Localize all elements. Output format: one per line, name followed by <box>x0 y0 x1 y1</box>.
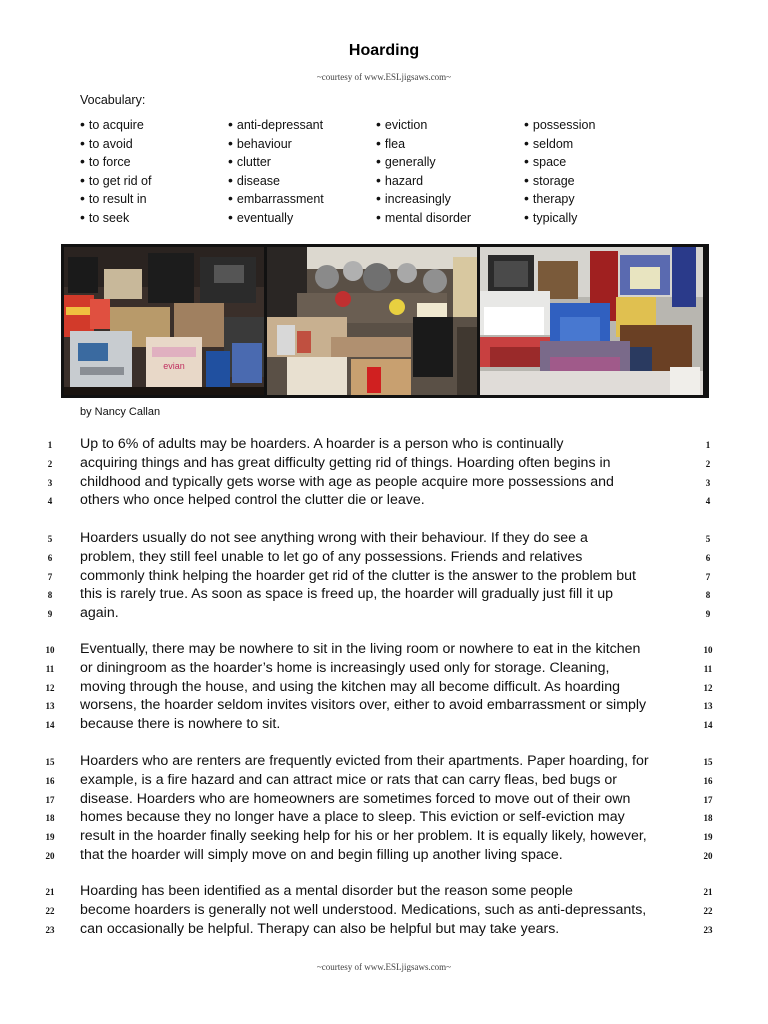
vocabulary-item: • storage <box>524 171 595 190</box>
line-number: 18 <box>703 813 713 824</box>
vocabulary-item: • to acquire <box>80 115 151 134</box>
line-number: 3 <box>47 477 53 488</box>
text-line: again. <box>80 605 119 622</box>
line-number: 18 <box>45 813 55 824</box>
vocabulary-item: • seldom <box>524 134 595 153</box>
text-line: commonly think helping the hoarder get rid of the clutter is the answer to the problem but <box>80 567 636 584</box>
line-number: 12 <box>703 682 713 693</box>
text-line: or diningroom as the hoarder’s home is increasingly used only for storage. Cleaning, <box>80 659 610 676</box>
courtesy-header: ~courtesy of www.ESLjigsaws.com~ <box>316 72 452 82</box>
line-numbers-left <box>40 641 60 735</box>
vocabulary-item: • to get rid of <box>80 171 151 190</box>
text-line: disease. Hoarders who are homeowners are sometimes forced to move out of their own <box>80 790 631 807</box>
line-number: 1 <box>705 440 711 450</box>
vocabulary-item: • eviction <box>376 115 471 134</box>
line-number: 22 <box>703 905 713 916</box>
vocabulary-item: • generally <box>376 152 471 171</box>
line-number: 19 <box>45 832 55 843</box>
photo-cluttered-kitchen <box>267 247 477 395</box>
line-numbers-right <box>698 753 718 866</box>
line-number: 17 <box>703 794 713 805</box>
line-numbers-left <box>40 436 60 511</box>
paragraph <box>80 752 690 865</box>
line-number: 11 <box>703 663 713 674</box>
courtesy-footer: ~courtesy of www.ESLjigsaws.com~ <box>316 962 452 972</box>
text-line: result in the hoarder finally seeking help for his or her problem. It is equally likely, however, <box>80 828 647 845</box>
vocabulary-column-3 <box>376 115 471 227</box>
line-number: 4 <box>47 496 53 507</box>
line-numbers-left <box>40 530 60 624</box>
paragraph <box>80 529 690 623</box>
text-line: problem, they still feel unable to let go of any possessions. Friends and relatives <box>80 548 583 565</box>
line-number: 20 <box>45 850 55 861</box>
photo-cluttered-room <box>64 247 264 395</box>
photo-cluttered-bedroom <box>480 247 703 395</box>
line-number: 8 <box>705 590 711 601</box>
line-number: 5 <box>705 534 711 544</box>
photo-strip <box>61 244 709 398</box>
vocabulary-item: • hazard <box>376 171 471 190</box>
line-number: 1 <box>47 440 53 450</box>
text-line: that the hoarder will simply move on and begin filling up another living space. <box>80 846 563 863</box>
line-numbers-right <box>698 641 718 735</box>
paragraph <box>80 435 690 510</box>
line-number: 15 <box>45 757 55 767</box>
line-number: 10 <box>45 645 55 655</box>
line-number: 12 <box>45 682 55 693</box>
line-number: 20 <box>703 850 713 861</box>
line-numbers-right <box>698 530 718 624</box>
vocabulary-item: • anti-depressant <box>228 115 324 134</box>
line-number: 9 <box>705 609 711 620</box>
vocabulary-item: • to force <box>80 152 151 171</box>
text-line: Up to 6% of adults may be hoarders. A hoarder is a person who is continually <box>80 436 564 452</box>
text-line: because there is nowhere to sit. <box>80 716 281 733</box>
page-title: Hoarding <box>348 42 420 59</box>
line-number: 15 <box>703 757 713 767</box>
photo-evian-label: evian <box>163 361 185 371</box>
line-number: 8 <box>47 590 53 601</box>
line-number: 3 <box>705 477 711 488</box>
line-number: 21 <box>703 887 713 897</box>
text-line: Eventually, there may be nowhere to sit in the living room or nowhere to eat in the kitchen <box>80 641 641 657</box>
line-number: 10 <box>703 645 713 655</box>
line-number: 23 <box>45 924 55 935</box>
line-number: 16 <box>703 775 713 786</box>
paragraph <box>80 882 690 938</box>
text-line: Hoarders who are renters are frequently evicted from their apartments. Paper hoarding, for <box>80 753 649 769</box>
line-number: 2 <box>705 458 711 469</box>
vocabulary-item: • flea <box>376 134 471 153</box>
vocabulary-item: • therapy <box>524 189 595 208</box>
line-number: 6 <box>47 552 53 563</box>
vocabulary-column-4 <box>524 115 595 227</box>
vocabulary-heading: Vocabulary: <box>80 93 146 107</box>
text-line: homes because they no longer have a place to sleep. This eviction or self-eviction may <box>80 809 625 826</box>
text-line: can occasionally be helpful. Therapy can also be helpful but may take years. <box>80 920 560 937</box>
text-line: worsens, the hoarder seldom invites visitors over, either to avoid embarrassment or simply <box>80 697 647 714</box>
vocabulary-item: • typically <box>524 208 595 227</box>
line-number: 11 <box>45 663 55 674</box>
line-number: 7 <box>47 571 53 582</box>
vocabulary-item: • mental disorder <box>376 208 471 227</box>
line-number: 23 <box>703 924 713 935</box>
line-number: 9 <box>47 609 53 620</box>
text-line: Hoarders usually do not see anything wrong with their behaviour. If they do see a <box>80 530 588 546</box>
line-number: 6 <box>705 552 711 563</box>
line-number: 5 <box>47 534 53 544</box>
line-number: 19 <box>703 832 713 843</box>
line-number: 13 <box>703 701 713 712</box>
text-line: this is rarely true. As soon as space is freed up, the hoarder will gradually just fill it up <box>80 586 614 603</box>
byline: by Nancy Callan <box>80 406 161 418</box>
text-line: become hoarders is generally not well understood. Medications, such as anti-depressants, <box>80 901 647 918</box>
line-number: 22 <box>45 905 55 916</box>
vocabulary-item: • increasingly <box>376 189 471 208</box>
line-number: 7 <box>705 571 711 582</box>
vocabulary-item: • clutter <box>228 152 324 171</box>
line-number: 16 <box>45 775 55 786</box>
vocabulary-column-2 <box>228 115 324 227</box>
vocabulary-item: • behaviour <box>228 134 324 153</box>
text-line: others who once helped control the clutter die or leave. <box>80 492 425 509</box>
text-line: acquiring things and has great difficulty getting rid of things. Hoarding often begins in <box>80 454 611 471</box>
vocabulary-item: • space <box>524 152 595 171</box>
vocabulary-item: • to seek <box>80 208 151 227</box>
line-number: 14 <box>703 720 713 731</box>
vocabulary-item: • to avoid <box>80 134 151 153</box>
line-number: 14 <box>45 720 55 731</box>
line-number: 17 <box>45 794 55 805</box>
line-number: 2 <box>47 458 53 469</box>
vocabulary-item: • to result in <box>80 189 151 208</box>
line-numbers-left <box>40 753 60 866</box>
text-line: example, is a fire hazard and can attract mice or rats that can carry fleas, bed bugs or <box>80 771 618 788</box>
text-line: childhood and typically gets worse with age as people acquire more possessions and <box>80 473 614 490</box>
text-line: moving through the house, and using the kitchen may all become difficult. As hoarding <box>80 678 620 695</box>
line-numbers-left <box>40 883 60 939</box>
line-numbers-right <box>698 436 718 511</box>
text-line: Hoarding has been identified as a mental disorder but the reason some people <box>80 883 573 899</box>
paragraph <box>80 640 690 734</box>
line-numbers-right <box>698 883 718 939</box>
vocabulary-column-1 <box>80 115 151 227</box>
vocabulary-item: • embarrassment <box>228 189 324 208</box>
vocabulary-item: • eventually <box>228 208 324 227</box>
line-number: 21 <box>45 887 55 897</box>
vocabulary-item: • disease <box>228 171 324 190</box>
line-number: 13 <box>45 701 55 712</box>
line-number: 4 <box>705 496 711 507</box>
vocabulary-item: • possession <box>524 115 595 134</box>
